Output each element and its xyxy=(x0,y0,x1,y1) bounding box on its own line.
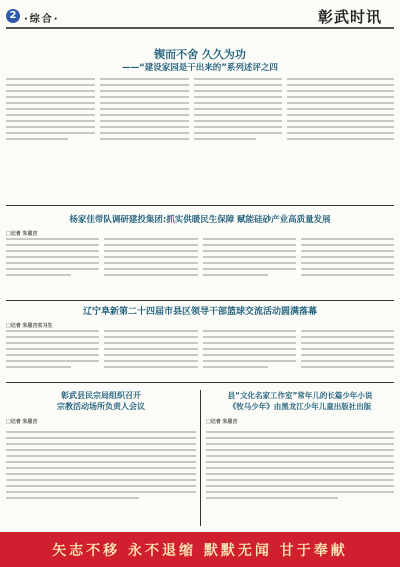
section-label: ·综合· xyxy=(24,14,60,25)
article-1-body xyxy=(6,78,394,144)
vertical-divider xyxy=(200,390,201,526)
article-2-byline: □记者 朱恩吉 xyxy=(6,231,38,237)
banner-slogan: 矢志不移 永不退缩 默默无闻 甘于奉献 xyxy=(52,543,348,559)
article-3-title: 辽宁阜新第二十四届市县区领导干部篮球交流活动圆满落幕 xyxy=(82,307,317,317)
bottom-banner xyxy=(0,532,400,567)
article-3-byline: □记者 朱恩吉实习生 xyxy=(6,323,53,329)
article-2-title: 杨家佳带队调研建投集团:抓实供暖民生保障 赋能硅砂产业高质量发展 xyxy=(69,215,331,225)
article-3-body xyxy=(6,330,394,372)
article-4 xyxy=(6,390,196,526)
article-5 xyxy=(206,390,394,526)
article-4-byline: □记者 朱恩吉 xyxy=(6,419,38,425)
article-1-title: 锲而不舍 久久为功 xyxy=(154,48,246,61)
article-4-title: 彰武县民宗局组织召开 宗教活动场所负责人会议 xyxy=(57,391,145,411)
article-5-byline: □记者 朱恩吉 xyxy=(206,419,238,425)
page-header xyxy=(0,0,400,30)
page-number: 2 xyxy=(6,9,20,23)
divider-2 xyxy=(6,300,394,301)
article-5-title: 县“文化名家工作室”常年儿的长篇少年小说 《牧马少年》由黑龙江少年儿童出版社出版 xyxy=(227,391,373,411)
article-2-body xyxy=(6,238,394,280)
divider-1 xyxy=(6,205,394,206)
header-rule xyxy=(6,27,394,29)
article-1-subtitle: ——“建设家园是干出来的”系列述评之四 xyxy=(122,63,278,73)
divider-3 xyxy=(6,382,394,383)
masthead: 彰武时讯 xyxy=(317,8,382,26)
